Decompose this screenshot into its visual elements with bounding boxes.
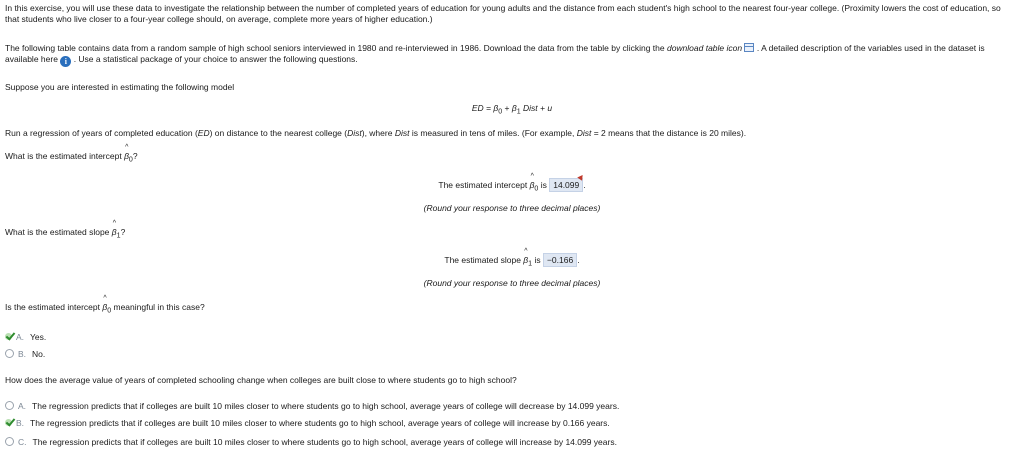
q4-option-c[interactable] bbox=[5, 437, 617, 447]
selected-check-icon bbox=[5, 332, 14, 341]
q2-beta-hat: ^ β bbox=[112, 227, 117, 237]
model-equation bbox=[0, 103, 1024, 116]
q4-option-a[interactable] bbox=[5, 401, 619, 411]
q1-answer-b: is bbox=[538, 180, 550, 190]
option-text: Yes. bbox=[30, 332, 47, 342]
eq-equals: = bbox=[483, 103, 494, 113]
info-icon[interactable]: i bbox=[60, 56, 71, 67]
reg-text-d: is measured in tens of miles. (For example, bbox=[409, 128, 577, 138]
option-text: No. bbox=[32, 349, 46, 359]
intercept-hint: (Round your response to three decimal places) bbox=[423, 203, 601, 213]
q3-option-b[interactable] bbox=[5, 349, 45, 359]
q1-answer-sub: 0 bbox=[534, 184, 539, 193]
download-table-link[interactable]: download table icon bbox=[666, 43, 743, 53]
question-meaningful bbox=[5, 302, 205, 315]
reg-dist3: Dist bbox=[576, 128, 592, 138]
eq-sub0: 0 bbox=[498, 107, 503, 116]
reg-text-a: Run a regression of years of completed education ( bbox=[5, 128, 198, 138]
option-letter: A. bbox=[18, 401, 27, 411]
data-paragraph-start: The following table contains data from a random sample of high school seniors interviewed in 1980 and re-interviewed in 1986. Download the data from the table by clicking the bbox=[5, 43, 667, 53]
model-intro-text: Suppose you are interested in estimating the following model bbox=[5, 82, 235, 92]
option-letter: B. bbox=[18, 349, 27, 359]
q3-text-b: meaningful in this case? bbox=[111, 302, 205, 312]
data-paragraph bbox=[5, 43, 1017, 67]
q2-answer-a: The estimated slope bbox=[444, 255, 524, 265]
selected-check-icon bbox=[5, 418, 14, 427]
intro-paragraph: In this exercise, you will use these data to investigate the relationship between the number of completed years of education for young adults and the distance from each student's high school to the nearest four-year college. (Proximity lowers the cost of education, so that students who live closer to a four-year college should, on average, complete more years of higher education.) bbox=[5, 3, 1001, 24]
q4-option-b[interactable] bbox=[5, 418, 610, 428]
q1-text-a: What is the estimated intercept bbox=[5, 151, 125, 161]
q1-answer-a: The estimated intercept bbox=[438, 180, 530, 190]
question-slope bbox=[5, 227, 125, 240]
reg-text-e: = 2 means that the distance is 20 miles). bbox=[591, 128, 747, 138]
option-text: The regression predicts that if colleges are built 10 miles closer to where students go to high school, average years of college will increase by 0.166 years. bbox=[30, 418, 610, 428]
q2-text-b: ? bbox=[120, 227, 126, 237]
reg-text-b: ) on distance to the nearest college ( bbox=[209, 128, 348, 138]
eq-beta1: β bbox=[511, 103, 517, 113]
q2-answer-sub: 1 bbox=[528, 259, 533, 268]
radio-button[interactable] bbox=[5, 349, 14, 358]
data-paragraph-end: . Use a statistical package of your choice to answer the following questions. bbox=[73, 53, 358, 64]
question-average-change: How does the average value of years of completed schooling change when colleges are built close to where students go to high school? bbox=[5, 375, 517, 385]
eq-u: + u bbox=[537, 103, 553, 113]
eq-beta0: β bbox=[493, 103, 499, 113]
regression-instructions bbox=[5, 128, 746, 138]
question-intercept bbox=[5, 151, 138, 164]
download-table-icon[interactable] bbox=[744, 43, 754, 52]
q1-answer-c: . bbox=[583, 180, 586, 190]
option-letter: B. bbox=[16, 418, 25, 428]
q1-beta-hat: ^ β bbox=[124, 151, 129, 161]
eq-sub1: 1 bbox=[516, 107, 521, 116]
reg-dist2: Dist bbox=[394, 128, 410, 138]
slope-answer-box[interactable]: −0.166 bbox=[543, 253, 577, 267]
eq-plus: + bbox=[502, 103, 512, 113]
option-text: The regression predicts that if colleges are built 10 miles closer to where students go to high school, average years of college will increase by 14.099 years. bbox=[32, 437, 617, 447]
eq-dist: Dist bbox=[520, 103, 538, 113]
answer-slope-line bbox=[0, 253, 1024, 268]
q2-sub: 1 bbox=[116, 231, 121, 240]
option-letter: C. bbox=[18, 437, 27, 447]
option-letter: A. bbox=[16, 332, 25, 342]
q2-text-a: What is the estimated slope bbox=[5, 227, 112, 237]
radio-button[interactable] bbox=[5, 401, 14, 410]
q3-beta-hat: ^ β bbox=[102, 302, 107, 312]
q3-option-a[interactable] bbox=[5, 332, 46, 342]
intercept-answer-box[interactable]: 14.099 bbox=[549, 178, 583, 192]
q2-answer-c: . bbox=[577, 255, 580, 265]
data-paragraph-mid: . A detailed description of the variables used in the dataset is available here bbox=[5, 43, 985, 64]
slope-hint: (Round your response to three decimal places) bbox=[423, 278, 601, 288]
q3-text-a: Is the estimated intercept bbox=[5, 302, 103, 312]
q1-answer-beta: ^ β bbox=[530, 180, 535, 190]
option-text: The regression predicts that if colleges are built 10 miles closer to where students go to high school, average years of college will decrease by 14.099 years. bbox=[32, 401, 620, 411]
q1-text-b: ? bbox=[132, 151, 138, 161]
reg-ed: ED bbox=[197, 128, 210, 138]
answer-intercept-line bbox=[0, 178, 1024, 193]
reg-text-c: ), where bbox=[361, 128, 395, 138]
q2-answer-beta: ^ β bbox=[523, 255, 528, 265]
q3-sub: 0 bbox=[107, 306, 112, 315]
q2-answer-b: is bbox=[532, 255, 543, 265]
eq-ed: ED bbox=[471, 103, 484, 113]
radio-button[interactable] bbox=[5, 437, 14, 446]
reg-dist: Dist bbox=[347, 128, 362, 138]
q1-sub: 0 bbox=[128, 155, 133, 164]
